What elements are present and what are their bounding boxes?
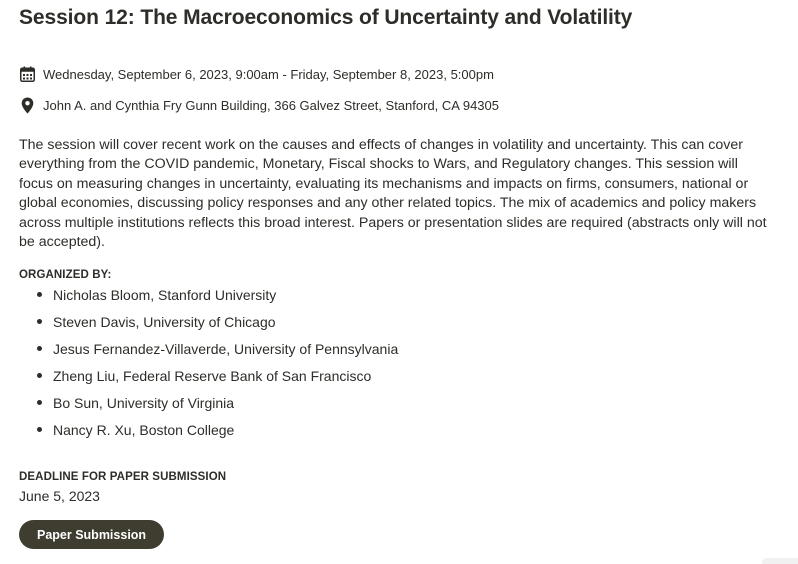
bullet-icon xyxy=(37,400,42,405)
organizers-list xyxy=(19,284,398,446)
session-location-row xyxy=(19,97,499,113)
organizer-name: Nicholas Bloom, Stanford University xyxy=(53,287,277,303)
organizers-heading: ORGANIZED BY: xyxy=(19,269,112,281)
bullet-icon xyxy=(37,292,42,297)
bullet-icon xyxy=(37,346,42,351)
map-pin-icon xyxy=(19,97,35,113)
organizer-name: Jesus Fernandez-Villaverde, University of Pennsylvania xyxy=(53,341,399,357)
session-location-text: John A. and Cynthia Fry Gunn Building, 366 Galvez Street, Stanford, CA 94305 xyxy=(43,97,499,113)
session-date-text: Wednesday, September 6, 2023, 9:00am - Friday, September 8, 2023, 5:00pm xyxy=(43,66,494,82)
organizer-name: Nancy R. Xu, Boston College xyxy=(53,422,235,438)
list-item xyxy=(19,365,398,392)
bullet-icon xyxy=(37,373,42,378)
session-date-row xyxy=(19,66,494,82)
list-item xyxy=(19,311,398,338)
session-description: The session will cover recent work on the causes and effects of changes in volatility and uncertainty. This can cover everything from the COVID pandemic, Monetary, Fiscal shocks to Wars, and Regulatory changes. This session will focus on measuring changes in uncertainty, evaluating its mechanisms and impacts on firms, consumers, national or global economies, discussing policy responses and any other related topics. The mix of academics and policy makers across multiple institutions reflects this broad interest. Papers or presentation slides are required (abstracts only will not be accepted). xyxy=(19,137,767,251)
list-item xyxy=(19,419,398,446)
calendar-icon xyxy=(19,66,35,82)
divider xyxy=(762,558,798,564)
deadline-date: June 5, 2023 xyxy=(19,488,100,504)
organizer-name: Bo Sun, University of Virginia xyxy=(53,395,235,411)
page-title: Session 12: The Macroeconomics of Uncertainty and Volatility xyxy=(19,6,633,29)
bullet-icon xyxy=(37,319,42,324)
paper-submission-button[interactable]: Paper Submission xyxy=(19,520,164,549)
organizer-name: Zheng Liu, Federal Reserve Bank of San Francisco xyxy=(53,368,372,384)
organizer-name: Steven Davis, University of Chicago xyxy=(53,314,276,330)
deadline-heading: DEADLINE FOR PAPER SUBMISSION xyxy=(19,471,227,483)
list-item xyxy=(19,392,398,419)
list-item xyxy=(19,338,398,365)
bullet-icon xyxy=(37,427,42,432)
list-item xyxy=(19,284,398,311)
